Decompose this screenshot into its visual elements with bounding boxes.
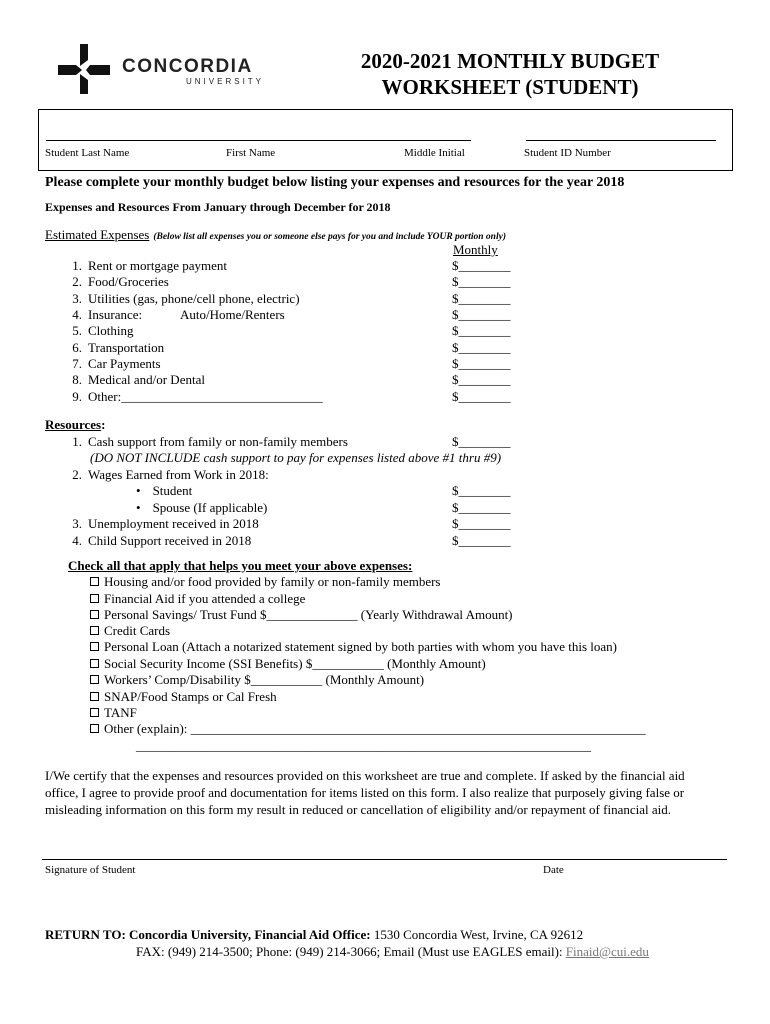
expense-item: 8. Medical and/or Dental xyxy=(72,372,205,387)
checkbox[interactable] xyxy=(90,708,99,717)
return-to-label: RETURN TO: Concordia University, Financial Aid Office: xyxy=(45,927,371,942)
first-name-label: First Name xyxy=(226,147,276,159)
checkbox[interactable] xyxy=(90,724,99,733)
expenses-heading-row xyxy=(45,226,506,244)
period-instruction: Expenses and Resources From January through December for 2018 xyxy=(45,200,391,214)
expense-amount-field[interactable]: $________ xyxy=(452,356,511,371)
expense-amount-field[interactable]: $________ xyxy=(452,274,511,289)
expense-item: 2. Food/Groceries xyxy=(72,274,169,289)
resource-item: 3. Unemployment received in 2018 xyxy=(72,516,259,531)
monthly-column-header: Monthly xyxy=(453,242,498,257)
main-instruction: Please complete your monthly budget below listing your expenses and resources for the year 2018 xyxy=(45,175,625,190)
resource-amount-field[interactable]: $________ xyxy=(452,516,511,531)
last-name-label: Student Last Name xyxy=(45,147,130,159)
expense-amount-field[interactable]: $________ xyxy=(452,291,511,306)
expense-amount-field[interactable]: $________ xyxy=(452,307,511,322)
checklist-item[interactable]: Workers’ Comp/Disability $___________ (Monthly Amount) xyxy=(90,672,424,688)
checkbox[interactable] xyxy=(90,692,99,701)
resources-heading: Resources: xyxy=(45,417,106,432)
return-address xyxy=(45,927,583,943)
checklist-item[interactable]: TANF xyxy=(90,705,137,721)
expense-amount-field[interactable]: $________ xyxy=(452,372,511,387)
resource-amount-field[interactable]: $________ xyxy=(452,533,511,548)
checklist-heading: Check all that apply that helps you meet your above expenses: xyxy=(68,558,413,573)
resource-amount-field[interactable]: $________ xyxy=(452,434,511,449)
contact-text: FAX: (949) 214-3500; Phone: (949) 214-3066; Email (Must use EAGLES email): xyxy=(136,944,566,959)
signature-label: Signature of Student xyxy=(45,864,136,876)
expense-item: 7. Car Payments xyxy=(72,356,161,371)
address-text: 1530 Concordia West, Irvine, CA 92612 xyxy=(370,927,584,942)
checkbox[interactable] xyxy=(90,642,99,651)
resource-subitem: • Student xyxy=(136,483,193,498)
expense-item: 5. Clothing xyxy=(72,323,134,338)
resource-item: 4. Child Support received in 2018 xyxy=(72,533,252,548)
checklist-item[interactable]: Other (explain): ______________________________________________________________________ xyxy=(90,721,646,737)
name-input-line[interactable] xyxy=(46,140,471,141)
expense-amount-field[interactable]: $________ xyxy=(452,258,511,273)
logo-name: CONCORDIA xyxy=(122,56,253,77)
expense-item: 6. Transportation xyxy=(72,340,165,355)
checklist-item[interactable]: Credit Cards xyxy=(90,623,170,639)
expenses-heading: Estimated Expenses xyxy=(45,227,150,242)
title-line-2: WORKSHEET (STUDENT) xyxy=(381,75,639,99)
resource-amount-field[interactable]: $________ xyxy=(452,483,511,498)
resource-amount-field[interactable]: $________ xyxy=(452,500,511,515)
checklist-item[interactable]: Personal Savings/ Trust Fund $______________ (Yearly Withdrawal Amount) xyxy=(90,607,513,623)
checklist-item[interactable]: Personal Loan (Attach a notarized statement signed by both parties with whom you have this loan) xyxy=(90,639,617,655)
concordia-logo xyxy=(58,44,288,94)
date-label: Date xyxy=(543,864,564,876)
email-link[interactable]: Finaid@cui.edu xyxy=(565,944,649,959)
middle-initial-label: Middle Initial xyxy=(404,147,465,159)
resource-item: 1. Cash support from family or non-family members xyxy=(72,434,348,449)
signature-line[interactable] xyxy=(42,859,727,860)
logo-subtitle: UNIVERSITY xyxy=(186,77,265,86)
checkbox[interactable] xyxy=(90,577,99,586)
student-info-box xyxy=(38,109,733,171)
concordia-cross-icon xyxy=(58,44,110,94)
student-id-label: Student ID Number xyxy=(524,147,611,159)
resource-subitem: • Spouse (If applicable) xyxy=(136,500,268,515)
expenses-note: (Below list all expenses you or someone else pays for you and include YOUR portion only) xyxy=(153,232,506,242)
expense-item: 1. Rent or mortgage payment xyxy=(72,258,227,273)
student-id-input-line[interactable] xyxy=(526,140,716,141)
resource-note: (DO NOT INCLUDE cash support to pay for expenses listed above #1 thru #9) xyxy=(90,450,502,465)
other-explain-continuation[interactable]: ______________________________________________________________________ xyxy=(136,738,591,753)
page-title xyxy=(330,48,690,100)
checklist-item[interactable]: Financial Aid if you attended a college xyxy=(90,591,305,607)
checklist-item[interactable]: Social Security Income (SSI Benefits) $___________ (Monthly Amount) xyxy=(90,656,486,672)
expense-amount-field[interactable]: $________ xyxy=(452,323,511,338)
checkbox[interactable] xyxy=(90,659,99,668)
checkbox[interactable] xyxy=(90,594,99,603)
expense-amount-field[interactable]: $________ xyxy=(452,340,511,355)
checkbox[interactable] xyxy=(90,610,99,619)
checklist-item[interactable]: Housing and/or food provided by family or non-family members xyxy=(90,574,441,590)
checkbox[interactable] xyxy=(90,626,99,635)
expense-item: 3. Utilities (gas, phone/cell phone, electric) xyxy=(72,291,300,306)
certification-text: I/We certify that the expenses and resources provided on this worksheet are true and complete. If asked by the financial aid office, I agree to provide proof and documentation for items listed on this form. I also realize that purposely giving false or misleading information on this form my result in reduced or cancellation of eligibility and/or repayment of financial aid. xyxy=(45,768,685,817)
resource-item: 2. Wages Earned from Work in 2018: xyxy=(72,467,269,482)
expense-item: 4. Insurance: Auto/Home/Renters xyxy=(72,307,285,322)
checkbox[interactable] xyxy=(90,675,99,684)
expense-item: 9. Other:_______________________________ xyxy=(72,389,323,404)
checklist-item[interactable]: SNAP/Food Stamps or Cal Fresh xyxy=(90,689,277,705)
contact-info xyxy=(136,944,649,960)
expense-amount-field[interactable]: $________ xyxy=(452,389,511,404)
title-line-1: 2020-2021 MONTHLY BUDGET xyxy=(360,49,660,73)
